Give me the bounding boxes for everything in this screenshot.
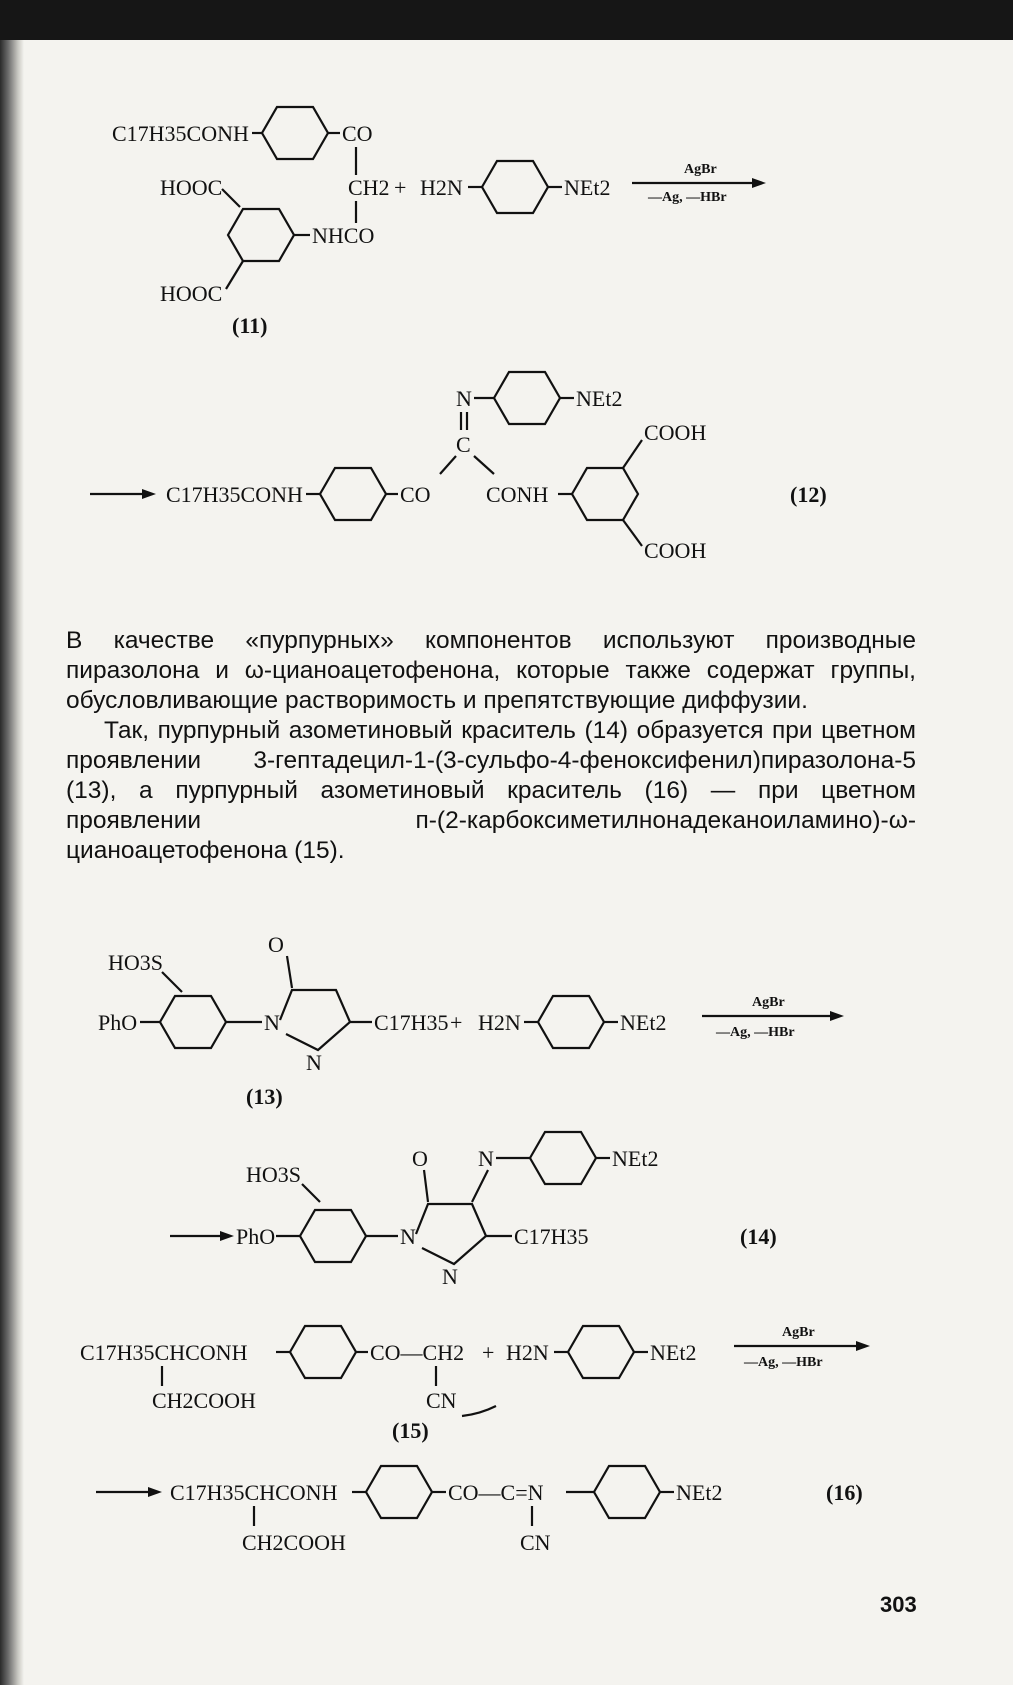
condition-ag-hbr-13: —Ag, —HBr: [716, 1025, 795, 1040]
reaction-scheme-13: [0, 930, 1013, 1110]
reaction-scheme-11: [0, 95, 1013, 365]
formula-o-13: O: [268, 932, 284, 957]
scheme-11-svg: [0, 95, 1013, 365]
compound-label-15: (15): [392, 1418, 429, 1443]
formula-cn: CN: [426, 1388, 457, 1413]
formula-cooh-top: COOH: [644, 420, 707, 445]
formula-c17h35-13: C17H35: [374, 1010, 449, 1035]
formula-co-ch2: CO—CH2: [370, 1340, 465, 1365]
formula-h2n: H2N: [420, 175, 463, 200]
body-text: [66, 626, 916, 866]
plus-sign-15: +: [482, 1340, 495, 1365]
plus-sign: +: [394, 175, 407, 200]
benzene-ring-11: [290, 1326, 356, 1378]
formula-ho3s: HO3S: [108, 950, 164, 975]
reaction-scheme-15: [0, 1320, 1013, 1450]
benzene-ring-10: [300, 1210, 366, 1262]
formula-co-product: CO: [400, 482, 431, 507]
formula-ho3s-14: HO3S: [246, 1162, 302, 1187]
scheme-14-svg: [0, 1140, 1013, 1290]
scheme-12-svg: [0, 370, 1013, 580]
formula-co: CO: [342, 121, 373, 146]
formula-ch2cooh-16: CH2COOH: [242, 1530, 346, 1555]
compound-label-11: (11): [232, 313, 268, 338]
formula-nhco: NHCO: [312, 223, 375, 248]
formula-c17h35chconh-16: C17H35CHCONH: [170, 1480, 338, 1505]
reaction-product-14: [0, 1140, 1013, 1290]
formula-h2n-15: H2N: [506, 1340, 549, 1365]
formula-net2-14: NEt2: [612, 1146, 659, 1171]
benzene-ring-14: [594, 1466, 660, 1518]
pyrazolone-ring-14: [416, 1204, 486, 1264]
scheme-16-svg: [0, 1460, 1013, 1570]
formula-n1-13: N: [264, 1010, 280, 1035]
formula-net2-13: NEt2: [620, 1010, 667, 1035]
formula-net2: NEt2: [564, 175, 611, 200]
pyrazolone-ring: [280, 990, 350, 1050]
condition-agbr-13: AgBr: [752, 995, 785, 1010]
formula-hooc-top: HOOC: [160, 175, 223, 200]
benzene-ring-13: [366, 1466, 432, 1518]
scheme-13-svg: [0, 930, 1013, 1110]
benzene-ring-3: [228, 209, 294, 261]
compound-label-12: (12): [790, 482, 827, 507]
formula-h2n-13: H2N: [478, 1010, 521, 1035]
page-number: 303: [880, 1592, 917, 1617]
reaction-product-12: [0, 370, 1013, 580]
formula-net2-16: NEt2: [676, 1480, 723, 1505]
benzene-ring-12: [568, 1326, 634, 1378]
benzene-ring-5: [320, 468, 386, 520]
formula-n-exo-14: N: [478, 1146, 494, 1171]
formula-o-14: O: [412, 1146, 428, 1171]
formula-n-imine: N: [456, 386, 472, 411]
scheme-15-svg: [0, 1320, 1013, 1450]
formula-c: C: [456, 432, 471, 457]
formula-c17h35conh-product: C17H35CONH: [166, 482, 303, 507]
formula-net2-product: NEt2: [576, 386, 623, 411]
formula-n2-14: N: [442, 1264, 458, 1289]
formula-n1-14: N: [400, 1224, 416, 1249]
formula-hooc-bottom: HOOC: [160, 281, 223, 306]
formula-n2-13: N: [306, 1050, 322, 1075]
formula-cooh-bottom: COOH: [644, 538, 707, 563]
paragraph-2: Так, пурпурный азометиновый краситель (14) образуется при цветном проявлении 3-гептадецил-1-(3-сульфо-4-феноксифенил)пиразолона-5 (13), а пурпурный азометиновый краситель (16) — при цветном проявлении п-(2-карбоксиметилнонадеканоиламино)-ω-цианоацетофенона (15).: [66, 717, 916, 864]
benzene-ring-6: [572, 468, 638, 520]
formula-ch2: CH2: [348, 175, 390, 200]
benzene-ring-2: [482, 161, 548, 213]
condition-ag-hbr: —Ag, —HBr: [648, 190, 727, 205]
paragraph-1: В качестве «пурпурных» компонентов используют производные пиразолона и ω-цианоацетофенона, которые также содержат группы, обусловливающие растворимость и препятствующие диффузии.: [66, 627, 916, 714]
compound-label-16: (16): [826, 1480, 863, 1505]
formula-pho-14: PhO: [236, 1224, 276, 1249]
condition-agbr-15: AgBr: [782, 1325, 815, 1340]
formula-co-c-n: CO—C=N: [448, 1480, 544, 1505]
formula-net2-15: NEt2: [650, 1340, 697, 1365]
compound-label-13: (13): [246, 1084, 283, 1109]
reaction-product-16: [0, 1460, 1013, 1570]
formula-c17h35-14: C17H35: [514, 1224, 589, 1249]
formula-conh: CONH: [486, 482, 549, 507]
benzene-ring-1: [262, 107, 328, 159]
formula-c17h35conh: C17H35CONH: [112, 121, 249, 146]
benzene-ring-4: [494, 372, 560, 424]
benzene-ring-9: [530, 1132, 596, 1184]
benzene-ring-8: [538, 996, 604, 1048]
formula-cn-16: CN: [520, 1530, 551, 1555]
compound-label-14: (14): [740, 1224, 777, 1249]
condition-ag-hbr-15: —Ag, —HBr: [744, 1355, 823, 1370]
scan-top-dark-band: [0, 0, 1013, 40]
benzene-ring-7: [160, 996, 226, 1048]
formula-ch2cooh: CH2COOH: [152, 1388, 256, 1413]
condition-agbr: AgBr: [684, 162, 717, 177]
formula-pho: PhO: [98, 1010, 138, 1035]
formula-c17h35chconh: C17H35CHCONH: [80, 1340, 248, 1365]
plus-sign-13: +: [450, 1010, 463, 1035]
